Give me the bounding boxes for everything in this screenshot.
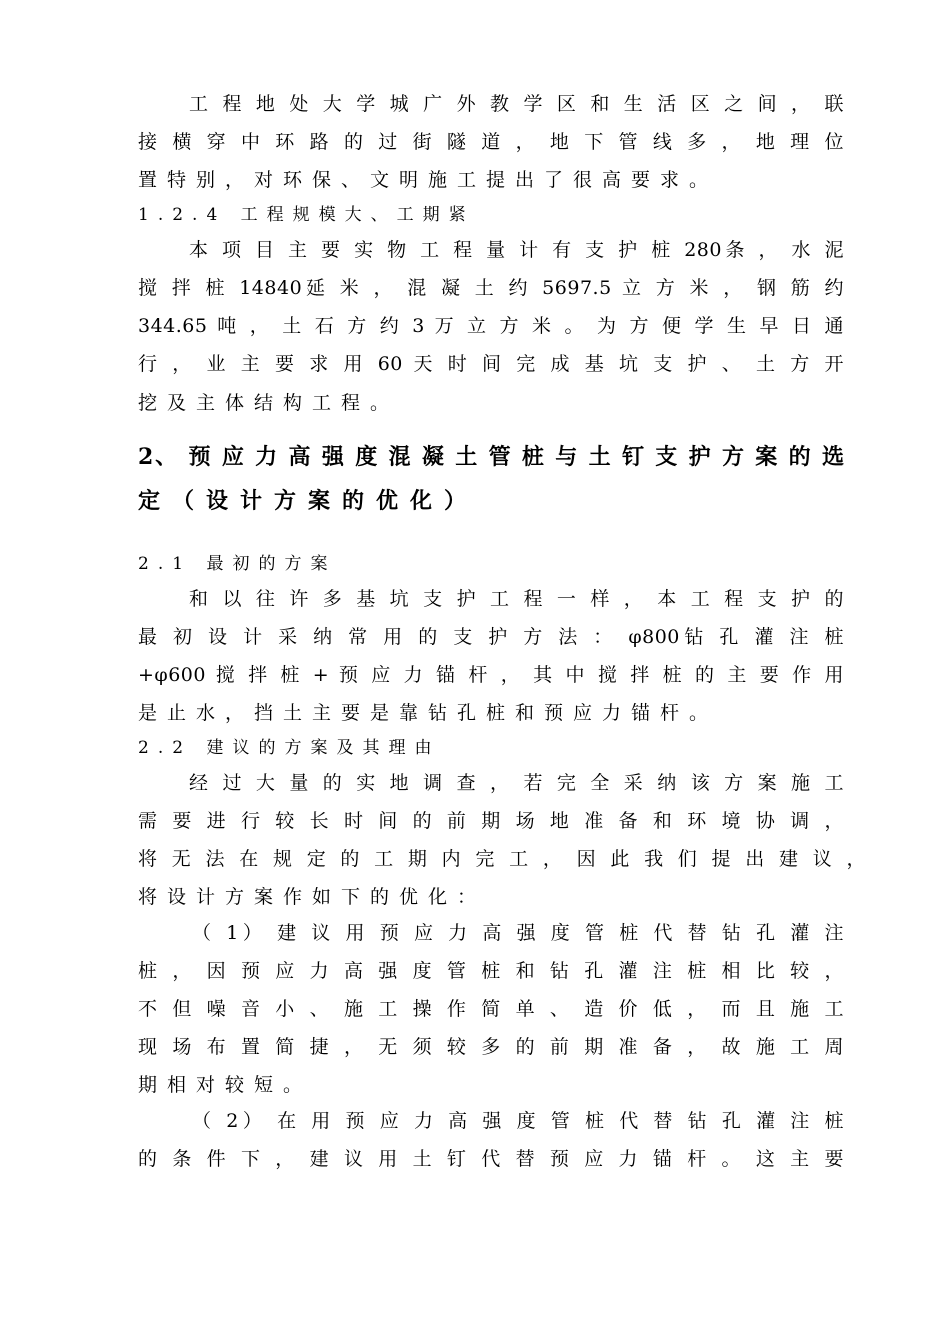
paragraph-line: 不 但 噪 音 小 、 施 工 操 作 简 单 、 造 价 低 ， 而 且 施 工 — [138, 998, 844, 1020]
paragraph-line: 置特别，对环保、文明施工提出了很高要求。 — [138, 169, 719, 191]
paragraph-line: 将 无 法 在 规 定 的 工 期 内 完 工 ， 因 此 我 们 提 出 建 议 ， — [138, 848, 866, 870]
paragraph-line: 搅 拌 桩 14840延 米 ， 混 凝 土 约 5697.5 立 方 米 ， 钢 筋 约 — [138, 277, 844, 299]
paragraph-line: 接 横 穿 中 环 路 的 过 街 隧 道 ， 地 下 管 线 多 ， 地 理 位 — [138, 131, 844, 153]
paragraph-line: 和 以 往 许 多 基 坑 支 护 工 程 一 样 ， 本 工 程 支 护 的 — [189, 588, 844, 610]
paragraph-line: （ 2） 在 用 预 应 力 高 强 度 管 桩 代 替 钻 孔 灌 注 桩 — [192, 1110, 844, 1132]
chapter-heading-2: 2、 预 应 力 高 强 度 混 凝 土 管 桩 与 土 钉 支 护 方 案 的 选 — [138, 444, 844, 470]
paragraph-line: +φ600 搅 拌 桩 + 预 应 力 锚 杆 ， 其 中 搅 拌 桩 的 主 要 作 用 — [138, 664, 844, 686]
paragraph-line: 是止水，挡土主要是靠钻孔桩和预应力锚杆。 — [138, 702, 719, 724]
section-heading-2-1: 2.1 最初的方案 — [138, 554, 337, 574]
paragraph-line: 344.65 吨 ， 土 石 方 约 3 万 立 方 米 。 为 方 便 学 生 早 日 通 — [138, 315, 844, 337]
paragraph-line: 需 要 进 行 较 长 时 间 的 前 期 场 地 准 备 和 环 境 协 调 ， — [138, 810, 844, 832]
paragraph-line: 期相对较短。 — [138, 1074, 313, 1096]
paragraph-line: 行 ， 业 主 要 求 用 60 天 时 间 完 成 基 坑 支 护 、 土 方 开 — [138, 353, 844, 375]
paragraph-line: 将设计方案作如下的优化： — [138, 886, 487, 908]
paragraph-line: 桩 ， 因 预 应 力 高 强 度 管 桩 和 钻 孔 灌 注 桩 相 比 较 ， — [138, 960, 844, 982]
paragraph-line: 本 项 目 主 要 实 物 工 程 量 计 有 支 护 桩 280条 ， 水 泥 — [189, 239, 844, 261]
paragraph-line: 最 初 设 计 采 纳 常 用 的 支 护 方 法 ： φ800钻 孔 灌 注 桩 — [138, 626, 844, 648]
section-heading-1-2-4: 1.2.4 工程规模大、工期紧 — [138, 205, 475, 225]
paragraph-line: 的 条 件 下 ， 建 议 用 土 钉 代 替 预 应 力 锚 杆 。 这 主 要 — [138, 1148, 844, 1170]
paragraph-line: 现 场 布 置 简 捷 ， 无 须 较 多 的 前 期 准 备 ， 故 施 工 周 — [138, 1036, 844, 1058]
paragraph-line: 工 程 地 处 大 学 城 广 外 教 学 区 和 生 活 区 之 间 ， 联 — [189, 93, 844, 115]
paragraph-line: 挖及主体结构工程。 — [138, 392, 400, 414]
paragraph-line: （ 1） 建 议 用 预 应 力 高 强 度 管 桩 代 替 钻 孔 灌 注 — [192, 922, 844, 944]
section-heading-2-2: 2.2 建议的方案及其理由 — [138, 738, 441, 758]
paragraph-line: 经 过 大 量 的 实 地 调 查 ， 若 完 全 采 纳 该 方 案 施 工 — [189, 772, 844, 794]
chapter-heading-2-cont: 定（设计方案的优化） — [138, 488, 479, 514]
